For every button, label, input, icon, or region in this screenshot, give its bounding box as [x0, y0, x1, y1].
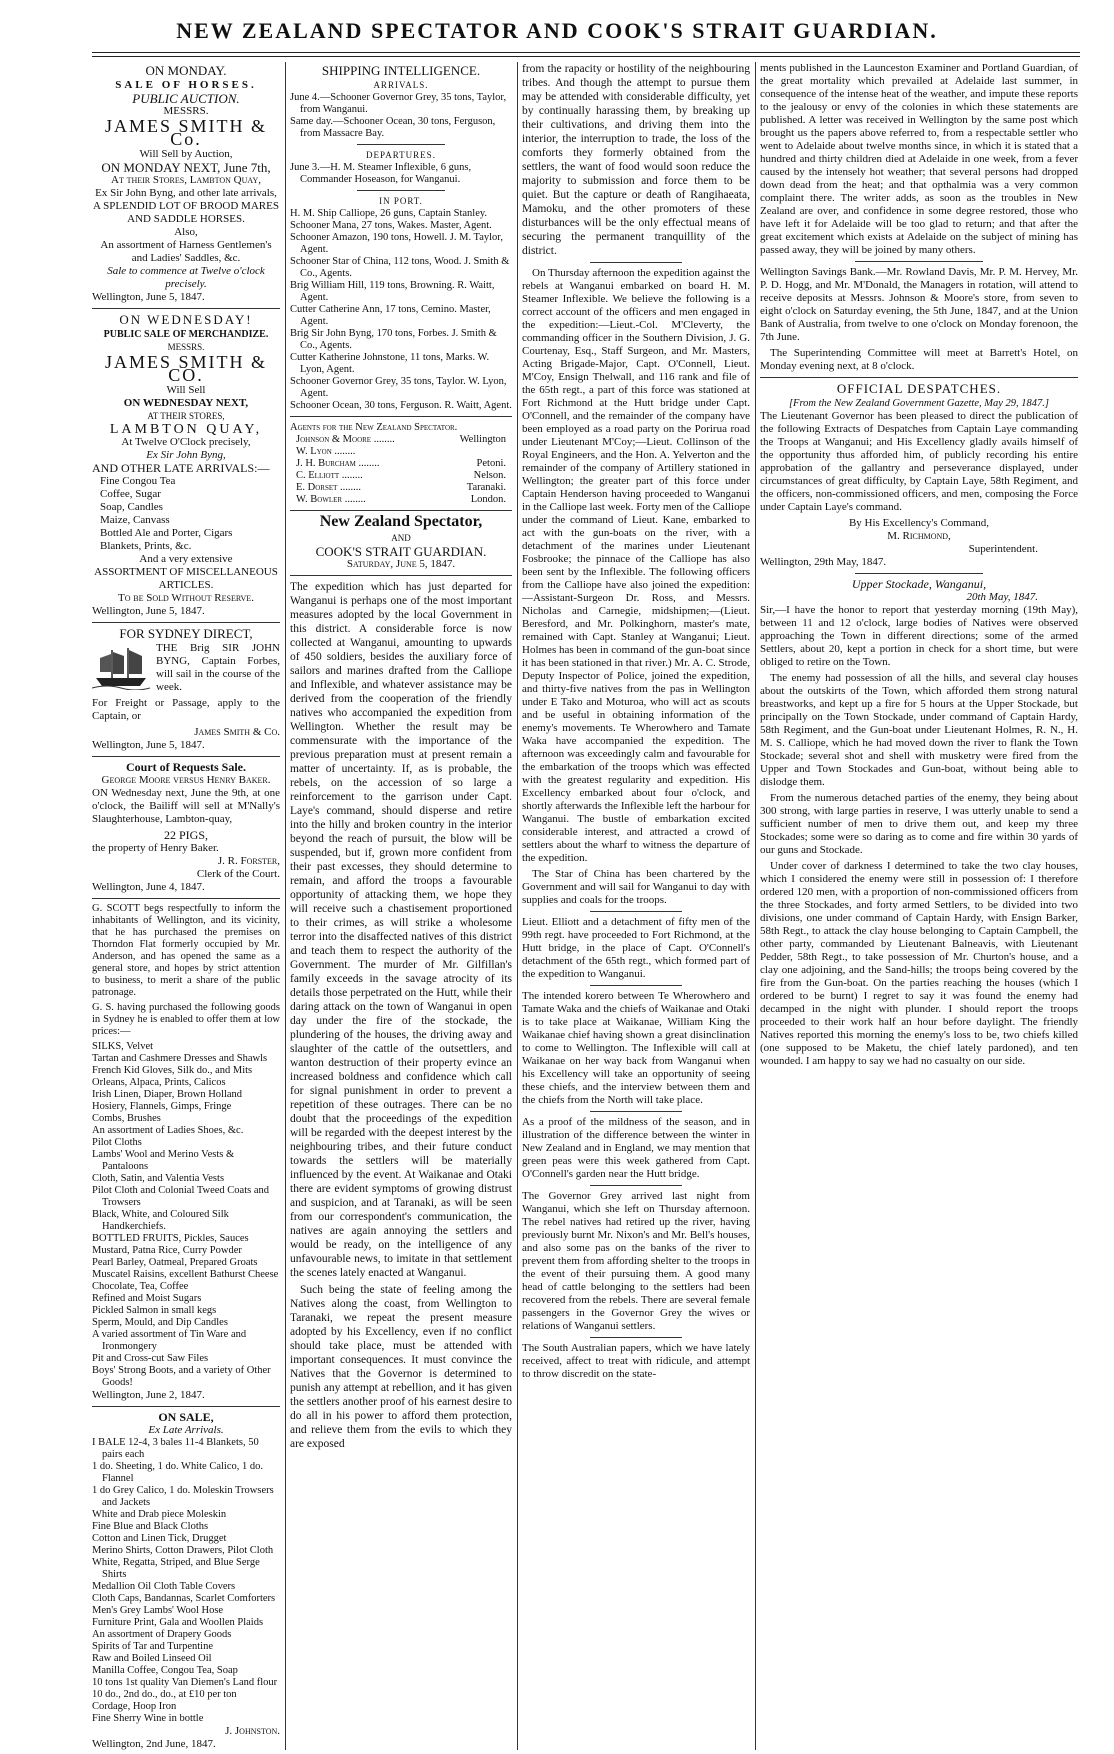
ad-horses-also: Also,	[174, 226, 198, 238]
list-item: A varied assortment of Tin Ware and Ironmongery	[92, 1329, 247, 1352]
list-item: Orleans, Alpaca, Prints, Calicos	[92, 1077, 226, 1088]
paper-and: AND	[391, 533, 411, 543]
list-item: Pit and Cross-cut Saw Files	[92, 1353, 209, 1364]
ad-merch-time: At Twelve O'Clock precisely,	[121, 436, 251, 448]
ad-merch-stores: AT THEIR STORES,	[147, 411, 225, 421]
news-para: The Star of China has been chartered by the Government and will sail for Wanganui to day with supplies and coals for the troops.	[522, 868, 750, 906]
list-item: I BALE 12-4, 3 bales 11-4 Blankets, 50 pairs each	[92, 1437, 259, 1460]
list-item: French Kid Gloves, Silk do., and Mits	[92, 1065, 253, 1076]
separator	[590, 985, 681, 986]
despatch-title: OFFICIAL DESPATCHES.	[836, 381, 1002, 396]
ad-merch-items	[92, 475, 280, 553]
list-item: Cloth, Satin, and Valentia Vests	[92, 1173, 225, 1184]
list-item	[296, 434, 506, 446]
list-item: Cloth Caps, Bandannas, Scarlet Comforters	[92, 1593, 276, 1604]
list-item: Irish Linen, Diaper, Brown Holland	[92, 1089, 243, 1100]
agent-name: J. H. Burcham ........	[296, 458, 380, 469]
news-para: The Superintending Committee will meet at Barrett's Hotel, on Monday evening next, at 8 o'clock.	[760, 347, 1078, 372]
ad-horses-lot: A SPLENDID LOT OF BROOD MARES AND SADDLE HORSES.	[93, 200, 279, 225]
list-item: Fine Blue and Black Cloths	[92, 1521, 209, 1532]
list-item	[296, 482, 506, 494]
ad-sydney-title: FOR SYDNEY DIRECT,	[119, 626, 253, 641]
ad-sydney-freight: For Freight or Passage, apply to the Captain, or	[92, 697, 280, 722]
ad-scott-body2: G. S. having purchased the following goods in Sydney he is enabled to offer them at low prices:—	[92, 1002, 280, 1037]
news-para: The South Australian papers, which we have lately received, affect to treat with ridicule, and attempt to throw discredit on the state-	[522, 1342, 750, 1380]
separator	[590, 1111, 681, 1112]
ad-horses-day: ON MONDAY.	[145, 63, 227, 78]
ad-merch-messrs: MESSRS.	[167, 342, 205, 352]
list-item: Chocolate, Tea, Coffee	[92, 1281, 189, 1292]
list-item: Tartan and Cashmere Dresses and Shawls	[92, 1053, 268, 1064]
ad-court-property: the property of Henry Baker.	[92, 842, 219, 854]
paper-subtitle: COOK'S STRAIT GUARDIAN.	[315, 544, 487, 559]
editorial-para: Such being the state of feeling among the Natives along the coast, from Wellington to Taranaki, we repeat the present measure adopted by his Excellency, even if no conflict should take place, must be attended with important consequences. It must convince the Natives that the Governor is determined to punish any attempt at rebellion, and it has given the settlers another proof of his earnest desire to do all in his power to afford them protection, and relieve them from the evils to which they are exposed	[290, 1284, 512, 1450]
ad-court-body: ON Wednesday next, June the 9th, at one o'clock, the Bailiff will sell at M'Nally's Slaughterhouse, Lambton-quay,	[92, 787, 280, 825]
despatch-sign2: Superintendent.	[968, 543, 1038, 555]
ad-court-parties: George Moore versus Henry Baker.	[101, 774, 271, 786]
list-item: White and Drab piece Moleskin	[92, 1509, 227, 1520]
list-item: Mustard, Patna Rice, Curry Powder	[92, 1245, 242, 1256]
column-despatches	[760, 62, 1078, 1750]
column-news	[522, 62, 750, 1750]
ad-merch-place: LAMBTON QUAY,	[109, 422, 263, 437]
separator	[357, 144, 446, 145]
list-item: 10 do., 2nd do., do., at £10 per ton	[92, 1689, 237, 1700]
ad-merch-ex: Ex Sir John Byng,	[146, 449, 226, 461]
separator	[92, 1406, 280, 1407]
list-item: Muscatel Raisins, excellent Bathurst Cheese	[92, 1269, 279, 1280]
list-item: H. M. Ship Calliope, 26 guns, Captain Stanley.	[290, 208, 488, 219]
agent-place: Wellington	[459, 434, 506, 445]
despatch-source: [From the New Zealand Government Gazette, May 29, 1847.]	[788, 398, 1050, 409]
inport-list	[290, 208, 512, 412]
ad-merch-day: ON WEDNESDAY!	[119, 312, 253, 327]
ad-horses-willsell: Will Sell by Auction,	[139, 148, 233, 160]
list-item: Pilot Cloths	[92, 1137, 142, 1148]
ad-horses-harness: An assortment of Harness Gentlemen's and Ladies' Saddles, &c.	[100, 239, 272, 264]
despatch-sign1: M. Richmond,	[887, 530, 951, 542]
letter-para: Under cover of darkness I determined to take the two clay houses, which I considered the enemy were still in possession of: I therefore ordered 120 men, with a proportion of non-commissioned officers from the three Stockades, and forty armed Settlers, to be divided into two divisions, one under command of Captain Hardy, with Ensign Barker, 58th Regt., to attack the clay house belonging to Captain Campbell, the other party, commanded by Lieutenant Balneavis, with Lieutenant Pedder, 58th Regt., to take possession of Mr. Churton's house, and a clay one adjoining, and the Sand-hills; the troops being covered by the fire from the Gun-boat. On the parties reaching the houses (which I ordered to be burnt) I regret to say it was found the enemy had decamped in the night with plunder. I should report the troops proceeded to their work half an hour before daylight. The friendly Natives reported this morning the enemy's loss to be, two chiefs killed (one supposed to be Maketu, the chief lately pardoned), and ten wounded. I am happy to say we had no casualty on our side.	[760, 860, 1078, 1067]
departures-list	[290, 162, 512, 186]
separator	[290, 416, 512, 417]
ad-sale-sub: Ex Late Arrivals.	[148, 1424, 224, 1436]
ad-horses-sale: Sale to commence at Twelve o'clock precisely.	[107, 265, 265, 290]
paper-title: New Zealand Spectator,	[319, 513, 483, 530]
agent-place: Taranaki.	[466, 482, 506, 493]
ad-sale-sign: J. Johnston.	[225, 1725, 280, 1737]
ad-sale-items	[92, 1437, 280, 1725]
despatch-date: Wellington, 29th May, 1847.	[760, 556, 887, 568]
despatch-body: The Lieutenant Governor has been pleased to direct the publication of the following Extracts of Despatches from Captain Laye commanding the Troops at Wanganui; and His Excellency gladly avails himself of the opportunity thus afforded him, of publicly recording his entire approbation of the gallantry and perseverance displayed, under circumstances of great difficulty, by Captain Laye, 58th Regiment, and the officers, non-commissioned officers, and men, composing the Force under Captain Laye's command.	[760, 410, 1078, 513]
news-para: from the rapacity or hostility of the neighbouring tribes. And though the attempt to pursue them may be attended with considerable difficulty, yet by continually harassing them, by breaking up their cultivations, and driving them into the interior, the interruption to trade, the loss of the comforts they formerly obtained from the settlers, the want of food would soon reduce the majority to submission and force them to be quiet. But the capture or death of Rangihaeata, Mamoku, and the other promoters of these disturbances will be the only effectual means of securing the permanent tranquillity of the district.	[522, 63, 750, 257]
ad-horses-messrs: MESSRS.	[163, 105, 209, 117]
list-item: Lambs' Wool and Merino Vests & Pantaloons	[92, 1149, 235, 1172]
separator	[855, 573, 982, 574]
agent-name: C. Elliott ........	[296, 470, 363, 481]
list-item: Schooner Amazon, 190 tons, Howell. J. M. Taylor, Agent.	[290, 232, 504, 255]
list-item: Bottled Ale and Porter, Cigars	[100, 527, 233, 539]
masthead: NEW ZEALAND SPECTATOR AND COOK'S STRAIT GUARDIAN.	[176, 18, 938, 43]
list-item: 1 do. Sheeting, 1 do. White Calico, 1 do. Flannel	[92, 1461, 263, 1484]
column-divider	[285, 62, 286, 1750]
column-advertisements	[92, 62, 280, 1750]
news-para: Lieut. Elliott and a detachment of fifty men of the 99th regt. have proceeded to Fort Richmond, at the Hutt bridge, in the place of Capt. O'Connell's detachment of the 65th regt., which formed part of the expedition to Wanganui.	[522, 916, 750, 980]
ad-merch-assort: ASSORTMENT OF MISCELLANEOUS ARTICLES.	[94, 566, 278, 591]
separator	[290, 575, 512, 576]
letter-date: 20th May, 1847.	[966, 591, 1038, 603]
list-item: Maize, Canvass	[100, 514, 170, 526]
news-para: As a proof of the mildness of the season, and in illustration of the difference between the winter in New Zealand and in England, we may mention that green peas were this week gathered from Capt. O'Connell's garden near the Hutt bridge.	[522, 1116, 750, 1180]
arrivals-title: ARRIVALS.	[373, 80, 429, 90]
list-item: BOTTLED FRUITS, Pickles, Sauces	[92, 1233, 249, 1244]
list-item: An assortment of Ladies Shoes, &c.	[92, 1125, 244, 1136]
list-item: Schooner Star of China, 112 tons, Wood. J. Smith & Co., Agents.	[290, 256, 510, 279]
news-para: ments published in the Launceston Examiner and Portland Guardian, of the great mortality which prevailed at Adelaide last summer, in consequence of the intense heat of the weather, and impute these reports to the jealousy or envy of the colonies in which these statements are published. A letter was received in Wellington by the same post which brought us the papers above referred to, from a respectable settler who went to Adelaide about twelve months since, in which it is stated that a hundred and thirty children died at Adelaide in one week, from a fever caused by the intensely hot weather; that several persons had dropped down dead from the heat; and that opthalmia was a very common complaint there. The writer adds, as soon as the troubles in New Zealand are over, and confidence in some degree restored, those who have left it for Adelaide will be too glad to return; and that after the great excitement which exists at Adelaide on the subject of mining has passed away, they will be joined by many others.	[760, 62, 1078, 256]
list-item: Furniture Print, Gala and Woollen Plaids	[92, 1617, 264, 1628]
column-divider	[755, 62, 756, 1750]
despatch-command: By His Excellency's Command,	[848, 517, 990, 529]
list-item: June 4.—Schooner Governor Grey, 35 tons, Taylor, from Wanganui.	[290, 92, 507, 115]
news-para: Wellington Savings Bank.—Mr. Rowland Davis, Mr. P. M. Hervey, Mr. P. D. Hogg, and Mr. M'Donald, the Managers in rotation, will attend to receive deposits at Messrs. Johnson & Moore's store, from seven to eight o'clock on Saturday evening, the 5th June, 1847, and at the Union Bank of Australia, from twelve to one o'clock on Monday forenoon, the 7th June.	[760, 266, 1078, 343]
letter-para: Sir,—I have the honor to report that yesterday morning (19th May), between 11 and 12 o'clock, large bodies of Natives were observed approaching the Town in different directions; some of the armed Settlers, about 20, kept a portion in check for a short time, but were obliged to retire on the Town.	[760, 604, 1078, 668]
arrivals-list	[290, 92, 512, 140]
agent-name: W. Lyon ........	[296, 446, 356, 457]
ad-merch-reserve: To be Sold Without Reserve.	[118, 592, 254, 604]
agents-list	[290, 434, 512, 506]
ad-sydney-sign: James Smith & Co.	[194, 726, 280, 738]
column-divider	[517, 62, 518, 1750]
letter-place: Upper Stockade, Wanganui,	[851, 577, 987, 591]
ad-horses-auction: PUBLIC AUCTION.	[132, 91, 240, 106]
list-item: Schooner Governor Grey, 35 tons, Taylor. W. Lyon, Agent.	[290, 376, 507, 399]
list-item: SILKS, Velvet	[92, 1041, 154, 1052]
agents-title: Agents for the New Zealand Spectator.	[290, 422, 458, 433]
list-item: Soap, Candles	[100, 501, 163, 513]
separator	[290, 510, 512, 511]
ad-horses-ex: Ex Sir John Byng, and other late arrivals,	[95, 187, 277, 199]
separator	[357, 190, 446, 191]
ad-merch-willsell: Will Sell	[166, 384, 206, 396]
ad-merch-footer: Wellington, June 5, 1847.	[92, 605, 205, 617]
ad-merch-kind: PUBLIC SALE OF MERCHANDIZE.	[103, 329, 269, 340]
ad-sale-footer: Wellington, 2nd June, 1847.	[92, 1738, 216, 1750]
list-item: Coffee, Sugar	[100, 488, 161, 500]
agent-name: W. Bowler ........	[296, 494, 366, 505]
news-para: On Thursday afternoon the expedition against the rebels at Wanganui embarked on board H. M. Steamer Inflexible. We believe the following is a correct account of the officers and men engaged in the expedition:—Lieut.-Col. M'Cleverty, the commanding officer in the Southern Division, J. G. Courtenay, Esq., Staff Surgeon, and Mr. Masters, Acting Brigade-Major, Capt. O'Connell, Lieut. M'Coy, Ensign Thelwall, and 116 rank and file of the 65th regt., a part of this force was stationed at Fort Richmond at the Hutt bridge under Capt. O'Connell, and the remainder of the company have been employed as a road party on the Porirua road under Lieutenant M'Coy;—Lieut. Collinson of the Royal Engineers, and the Hon. A. Yelverton and the remainder of the company of Artillery stationed in Wellington; the greater part of this force under Captain Henderson having proceeded to Wanganui in the Calliope last week. Forty men of the Calliope under the command of Lieut. Kane, embarked to act with the gun-boats on the river, with a detachment of the marines under Lieutenant Fosbrooke; the pinnace of the Calliope has also been sent by the Inflexible. The following officers from the Calliope have also joined the expedition:—Assistant-Surgeon Dr. Ross, and Messrs. Nicholas and Carnegie, midshipmen;—(Lieut. Beresford, and Mr. Polkinghorn, master's mate, remained with Capt. Stanley at Wanganui; Lieut. Holmes has been in command of the gun-boat since it has been stationed in that river.) Mr. A. C. Strode, Deputy Inspector of Police, joined the expedition, and thirty-five natives from the pas in Wellington under E Tako and Moturoa, who will act as scouts and be useful in obtaining information of the enemy's movements. Te Wherowhero and Tamate Waka have accompanied the expedition. The afternoon was exceedingly calm and favourable for the embarkation of the troops which was effected with the greatest regularity and expedition. His Excellency embarked about four o'clock, and shortly afterwards the Inflexible left the harbour for Wanganui. The bustle of embarkation excited considerable interest, and attracted a crowd of settlers about the wharf to witness the departure of the expedition.	[522, 267, 750, 864]
ad-horses-firm: JAMES SMITH & Co.	[104, 116, 268, 149]
list-item: June 3.—H. M. Steamer Inflexible, 6 guns, Commander Hoseason, for Wanganui.	[290, 162, 472, 185]
separator	[92, 756, 280, 757]
list-item: Raw and Boiled Linseed Oil	[92, 1653, 212, 1664]
separator	[855, 261, 982, 262]
ad-horses-kind: SALE OF HORSES.	[115, 79, 257, 91]
editorial-para: The expedition which has just departed for Wanganui is perhaps one of the most important measures adopted by the local Government in this district. A considerable force is now collected at Wanganui, amounting to upwards of 450 soldiers, besides the auxiliary force of sailors and marines drafted from the Calliope and Inflexible, and whatever assistance may be derived from the cooperation of the friendly natives who accompanied the expedition from Wellington. Whether the result may be commensurate with the importance of the previous preparation must at present remain a matter of uncertainty. If, as is probable, the rebels, on the accession of so large a reinforcement to the garrison under Capt. Laye's command, should disperse and retire into the hilly and broken country in the interior beyond the reach of pursuit, the blow will be suspended, but if, grown more confident from their past excesses, they should determine to remain, and afford the troops a favourable opportunity of attacking them, we hope they will receive such a chastisement proportioned to their crimes, as will strike a wholesome terror into the disaffected natives of this district and teach them to respect the authority of the Government. The murder of Mr. Gilfillan's family exceeds in the savage atrocity of its details those perpetrated on the Hutt, while their daring attack on the town of Wanganui in open day under the fire of the stockade, the plundering of the houses, the driving away and slaughter of the cattle of the outsettlers, and wanton destruction of their property evince an increased boldness and confidence which call for signal punishment in order to prevent a repetition of these outrages. There can be no doubt that the proceedings of the expedition will be regarded with the deepest interest by the neighbouring tribes, and their future conduct towards the settlers will be materially influenced by the event. At Waikanae and Otaki there are evident symptoms of growing distrust and suspicion, and at Taranaki, as will be seen from our correspondent's communication, the natives are again annoying the settlers and would be ready, on the intelligence of any unfavourable news, to imitate in that settlement the scenes lately enacted at Wanganui.	[290, 581, 512, 1279]
letter-para: From the numerous detached parties of the enemy, they being about 300 strong, with large parties in reserve, I was utterly unable to send a sufficient number of men to drive them out, and keep my three Stockades; some were so daring as to come and fire within 30 yards of our guns and Stockade.	[760, 792, 1078, 856]
paper-date: Saturday, June 5, 1847.	[346, 558, 456, 570]
list-item: Blankets, Prints, &c.	[100, 540, 192, 552]
separator	[590, 1185, 681, 1186]
ad-scott-footer: Wellington, June 2, 1847.	[92, 1389, 205, 1401]
list-item	[296, 458, 506, 470]
separator	[590, 262, 681, 263]
list-item: Fine Sherry Wine in bottle	[92, 1713, 204, 1724]
departures-title: DEPARTURES.	[366, 150, 436, 160]
list-item	[296, 470, 506, 482]
separator	[92, 622, 280, 623]
ad-court-sign2: Clerk of the Court.	[196, 868, 280, 880]
list-item: Refined and Moist Sugars	[92, 1293, 202, 1304]
separator	[590, 911, 681, 912]
ad-horses-date: ON MONDAY NEXT, June 7th,	[101, 160, 271, 175]
inport-title: IN PORT.	[379, 196, 423, 206]
list-item: 1 do Grey Calico, 1 do. Moleskin Trowsers and Jackets	[92, 1485, 274, 1508]
list-item: Pilot Cloth and Colonial Tweed Coats and Trowsers	[92, 1185, 269, 1208]
ad-court-footer: Wellington, June 4, 1847.	[92, 881, 205, 893]
list-item: Medallion Oil Cloth Table Covers	[92, 1581, 236, 1592]
agent-place: Nelson.	[473, 470, 506, 481]
news-para: The intended korero between Te Wherowhero and Tamate Waka and the chiefs of Waikanae and Otaki is to take place at Waikanae, William King the Waikanae chief having shown a great disinclination to come to Wellington. The Inflexible will call at Waikanae on her way back from Wanganui when his Excellency will take an opportunity of seeing these chiefs, and the interview between them and the chiefs from the North will take place.	[522, 990, 750, 1106]
ad-horses-place: At their Stores, Lambton Quay,	[111, 174, 261, 186]
list-item	[296, 494, 506, 506]
separator	[590, 1337, 681, 1338]
list-item: Merino Shirts, Cotton Drawers, Pilot Cloth	[92, 1545, 274, 1556]
separator	[92, 308, 280, 309]
ad-sydney-body: THE Brig SIR JOHN BYNG, Captain Forbes, will sail in the course of the week.	[156, 642, 280, 693]
separator	[92, 898, 280, 899]
column-shipping-editorial	[290, 62, 512, 1750]
list-item: Hosiery, Flannels, Gimps, Fringe	[92, 1101, 232, 1112]
ad-horses-footer: Wellington, June 5, 1847.	[92, 291, 205, 303]
ship-icon	[92, 644, 150, 690]
list-item: Same day.—Schooner Ocean, 30 tons, Ferguson, from Massacre Bay.	[290, 116, 496, 139]
list-item: Black, White, and Coloured Silk Handkerchiefs.	[92, 1209, 229, 1232]
list-item: Cutter Katherine Johnstone, 11 tons, Marks. W. Lyon, Agent.	[290, 352, 490, 375]
masthead-rule-top	[92, 52, 1080, 53]
agent-name: Johnson & Moore ........	[296, 434, 395, 445]
separator	[760, 377, 1078, 378]
ad-scott-items	[92, 1041, 280, 1389]
ad-merch-extensive: And a very extensive	[139, 553, 233, 565]
list-item	[296, 446, 506, 458]
ad-merch-firm: JAMES SMITH & CO.	[104, 352, 268, 385]
ad-sydney-footer: Wellington, June 5, 1847.	[92, 739, 205, 751]
ad-merch-arrivals: AND OTHER LATE ARRIVALS:—	[92, 461, 270, 475]
list-item: Fine Congou Tea	[100, 475, 176, 487]
list-item: Brig William Hill, 119 tons, Browning. R. Waitt, Agent.	[290, 280, 495, 303]
shipping-title: SHIPPING INTELLIGENCE.	[321, 63, 481, 78]
list-item: Manilla Coffee, Congou Tea, Soap	[92, 1665, 238, 1676]
ad-sale-title: ON SALE,	[158, 1410, 214, 1424]
list-item: An assortment of Drapery Goods	[92, 1629, 232, 1640]
list-item: Pickled Salmon in small kegs	[92, 1305, 217, 1316]
page-columns	[92, 62, 1080, 1750]
list-item: Schooner Mana, 27 tons, Wakes. Master, Agent.	[290, 220, 492, 231]
ad-court-sign1: J. R. Forster,	[217, 855, 280, 867]
list-item: Combs, Brushes	[92, 1113, 161, 1124]
list-item: Brig Sir John Byng, 170 tons, Forbes. J. Smith & Co., Agents.	[290, 328, 497, 351]
agent-place: London.	[470, 494, 506, 505]
list-item: Cutter Catherine Ann, 17 tons, Cemino. Master, Agent.	[290, 304, 491, 327]
ad-court-pigs: 22 PIGS,	[163, 828, 208, 842]
list-item: Cordage, Hoop Iron	[92, 1701, 177, 1712]
list-item: Boys' Strong Boots, and a variety of Other Goods!	[92, 1365, 271, 1388]
agent-place: Petoni.	[476, 458, 506, 469]
list-item: 10 tons 1st quality Van Diemen's Land flour	[92, 1677, 278, 1688]
list-item: Pearl Barley, Oatmeal, Prepared Groats	[92, 1257, 258, 1268]
letter-para: The enemy had possession of all the hills, and several clay houses about the outskirts of the Town, which afforded them strong natural breastworks, and kept up a fire for 5 hours at the Upper Stockade, but principally on the Town Stockade, under command of Captain Hardy, 58th Regiment, and the Gun-boat under Lieutenant Holmes, R. N., H. M. S. Calliope, which he had moved down the river to flank the Town Stockade; several shot and shell with musketry were fired from the Upper and Town Stockades and Gun-boat, without being able to dislodge them.	[760, 672, 1078, 788]
list-item: Spirits of Tar and Turpentine	[92, 1641, 213, 1652]
list-item: Sperm, Mould, and Dip Candles	[92, 1317, 228, 1328]
agent-name: E. Dorset ........	[296, 482, 362, 493]
masthead-rule-bottom	[92, 56, 1080, 57]
list-item: Schooner Ocean, 30 tons, Ferguson. R. Waitt, Agent.	[290, 400, 512, 411]
list-item: Men's Grey Lambs' Wool Hose	[92, 1605, 224, 1616]
ad-merch-date: ON WEDNESDAY NEXT,	[123, 397, 249, 409]
news-para: The Governor Grey arrived last night from Wanganui, which she left on Thursday afternoon. The rebel natives had retired up the river, having previously burnt Mr. Nixon's and Mr. Bell's houses, and also some pas on the banks of the river to prevent them from affording shelter to the troops in the event of their pursuing them. A good many head of cattle belonging to the settlers had been recovered from the rebels. There are several female passengers in the Governor Grey the wives or relations of Wanganui settlers.	[522, 1190, 750, 1332]
ad-court-title: Court of Requests Sale.	[126, 760, 246, 774]
ad-scott-body: G. SCOTT begs respectfully to inform the inhabitants of Wellington, and its vicinity, that he has purchased the premises on Thorndon Flat formerly occupied by Mr. Anderson, and has opened the same as a general store, and hopes by strict attention to business, to merit a share of the public patronage.	[92, 903, 280, 998]
list-item: White, Regatta, Striped, and Blue Serge Shirts	[92, 1557, 260, 1580]
list-item: Cotton and Linen Tick, Drugget	[92, 1533, 227, 1544]
